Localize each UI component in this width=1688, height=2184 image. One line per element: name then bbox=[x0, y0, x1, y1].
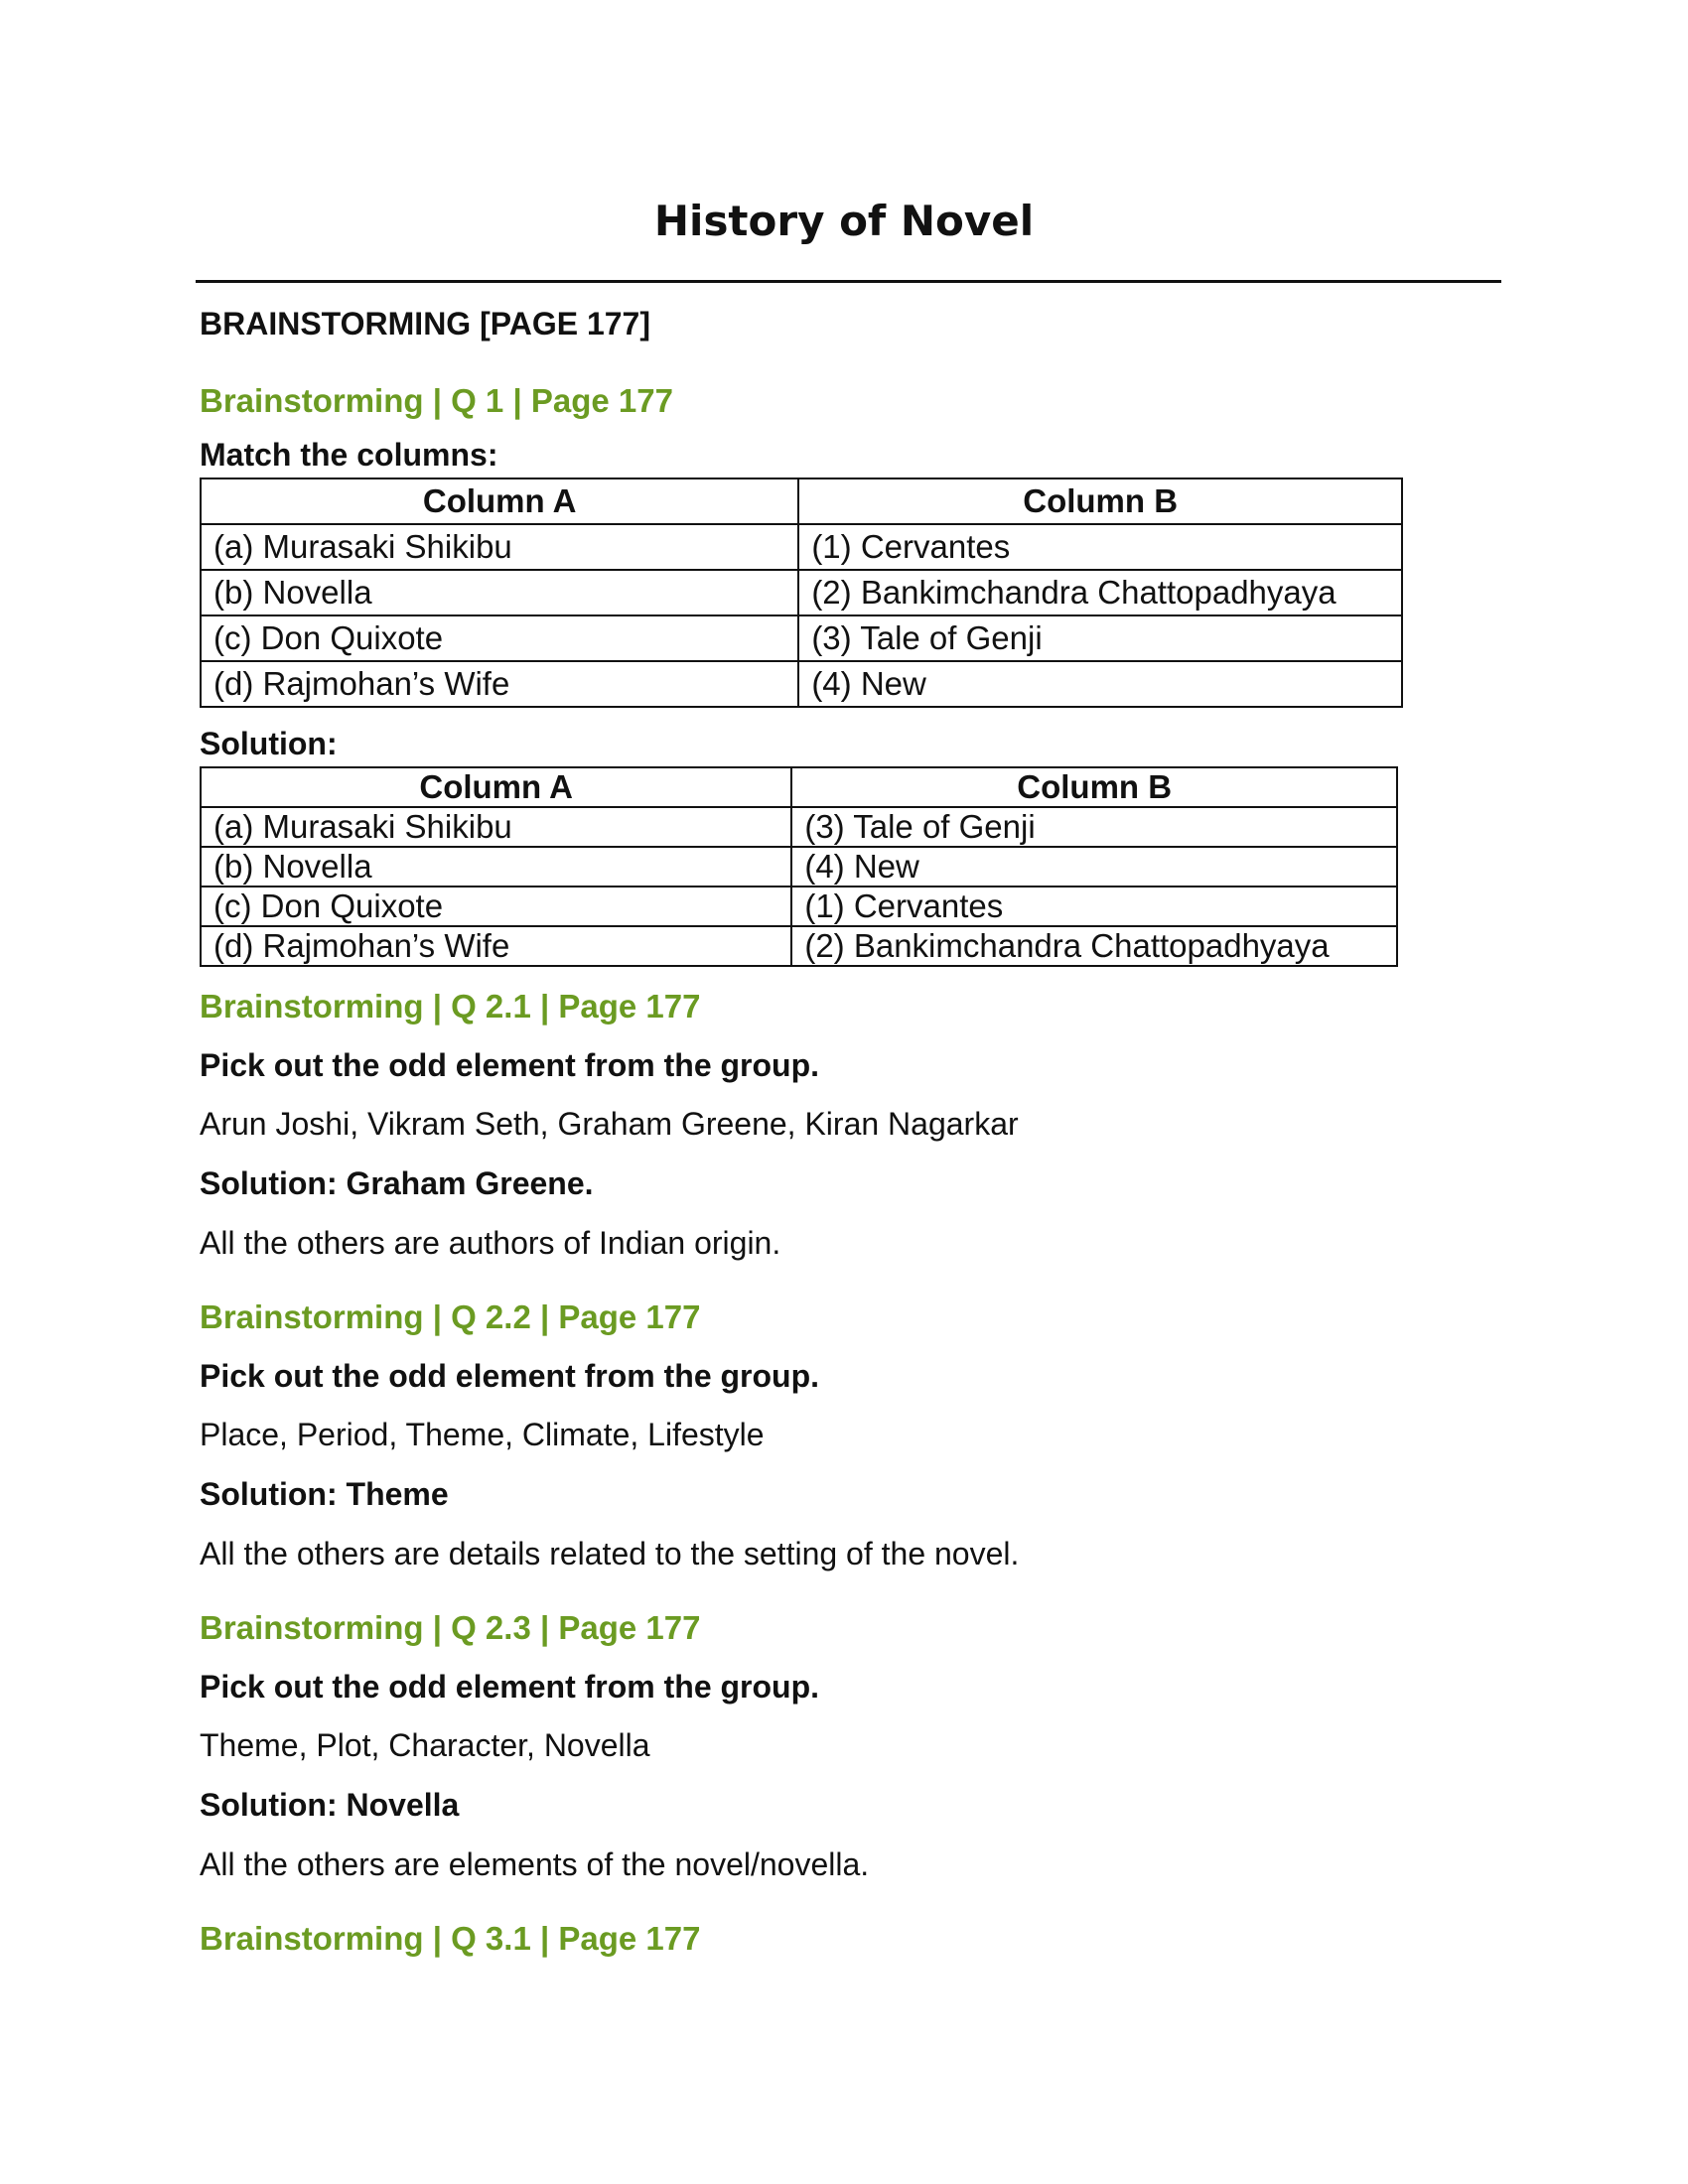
table-cell: (1) Cervantes bbox=[798, 524, 1402, 570]
table-row bbox=[201, 524, 1402, 570]
table-header-row bbox=[201, 478, 1402, 524]
q2-2-group: Place, Period, Theme, Climate, Lifestyle bbox=[200, 1417, 765, 1452]
column-b-header: Column B bbox=[791, 767, 1397, 807]
table-cell: (a) Murasaki Shikibu bbox=[201, 807, 791, 847]
table-cell: (d) Rajmohan’s Wife bbox=[201, 926, 791, 966]
q2-1-group: Arun Joshi, Vikram Seth, Graham Greene, Kiran Nagarkar bbox=[200, 1106, 1019, 1142]
table-cell: (c) Don Quixote bbox=[201, 887, 791, 926]
q1-solution-label: Solution: bbox=[200, 726, 338, 761]
q2-2-explanation: All the others are details related to the setting of the novel. bbox=[200, 1536, 1020, 1571]
q2-3-explanation: All the others are elements of the novel/novella. bbox=[200, 1846, 870, 1882]
table-cell: (b) Novella bbox=[201, 570, 798, 615]
table-row bbox=[201, 661, 1402, 707]
table-row bbox=[201, 807, 1397, 847]
q2-3-question: Pick out the odd element from the group. bbox=[200, 1669, 820, 1705]
q1-instruction: Match the columns: bbox=[200, 437, 498, 473]
q2-2-question: Pick out the odd element from the group. bbox=[200, 1358, 820, 1394]
q1-solution-table bbox=[200, 766, 1398, 967]
section-heading: BRAINSTORMING [PAGE 177] bbox=[200, 306, 650, 341]
table-cell: (4) New bbox=[791, 847, 1397, 887]
q2-1-explanation: All the others are authors of Indian origin. bbox=[200, 1225, 781, 1261]
table-cell: (a) Murasaki Shikibu bbox=[201, 524, 798, 570]
table-row bbox=[201, 847, 1397, 887]
q2-3-group: Theme, Plot, Character, Novella bbox=[200, 1727, 650, 1763]
question-heading-q3-1: Brainstorming | Q 3.1 | Page 177 bbox=[200, 1920, 701, 1957]
table-row bbox=[201, 926, 1397, 966]
q2-3-solution: Solution: Novella bbox=[200, 1787, 460, 1823]
question-heading-q1: Brainstorming | Q 1 | Page 177 bbox=[200, 382, 673, 419]
table-cell: (3) Tale of Genji bbox=[798, 615, 1402, 661]
column-a-header: Column A bbox=[201, 767, 791, 807]
q2-1-question: Pick out the odd element from the group. bbox=[200, 1047, 820, 1083]
table-row bbox=[201, 615, 1402, 661]
column-b-header: Column B bbox=[798, 478, 1402, 524]
q2-1-solution: Solution: Graham Greene. bbox=[200, 1165, 594, 1201]
column-a-header: Column A bbox=[201, 478, 798, 524]
table-cell: (1) Cervantes bbox=[791, 887, 1397, 926]
table-cell: (d) Rajmohan’s Wife bbox=[201, 661, 798, 707]
q2-2-solution: Solution: Theme bbox=[200, 1476, 449, 1512]
table-row bbox=[201, 570, 1402, 615]
table-cell: (b) Novella bbox=[201, 847, 791, 887]
q1-match-table bbox=[200, 478, 1403, 708]
table-cell: (3) Tale of Genji bbox=[791, 807, 1397, 847]
question-heading-q2-2: Brainstorming | Q 2.2 | Page 177 bbox=[200, 1298, 701, 1335]
table-row bbox=[201, 887, 1397, 926]
page-title: History of Novel bbox=[653, 197, 1035, 245]
table-cell: (2) Bankimchandra Chattopadhyaya bbox=[798, 570, 1402, 615]
title-divider bbox=[196, 280, 1501, 283]
question-heading-q2-1: Brainstorming | Q 2.1 | Page 177 bbox=[200, 988, 701, 1024]
table-cell: (4) New bbox=[798, 661, 1402, 707]
question-heading-q2-3: Brainstorming | Q 2.3 | Page 177 bbox=[200, 1609, 701, 1646]
table-header-row bbox=[201, 767, 1397, 807]
table-cell: (2) Bankimchandra Chattopadhyaya bbox=[791, 926, 1397, 966]
table-cell: (c) Don Quixote bbox=[201, 615, 798, 661]
